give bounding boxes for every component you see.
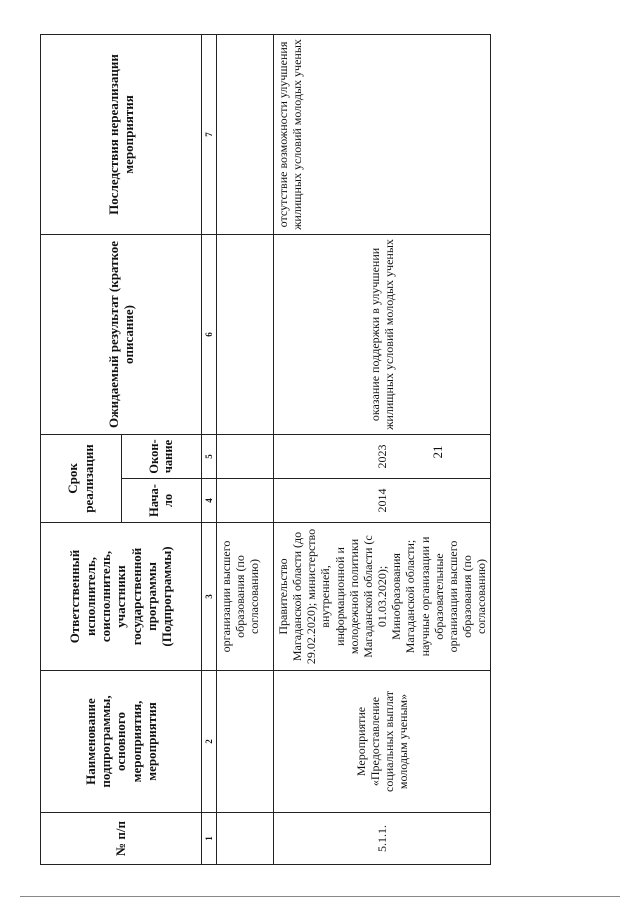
cell-start: 2014 bbox=[274, 479, 491, 523]
cell-result bbox=[217, 234, 274, 434]
cell-end: 2023 bbox=[274, 434, 491, 478]
column-number: 5 bbox=[202, 434, 217, 478]
cell-num bbox=[217, 813, 274, 865]
table-row bbox=[274, 34, 491, 864]
header-executor: Ответственный исполнитель, соисполнитель, участники государственной программы (Подпрограммы) bbox=[41, 523, 202, 671]
header-result: Ожидаемый результат (краткое описание) bbox=[41, 234, 202, 434]
cell-start bbox=[217, 479, 274, 523]
column-number: 1 bbox=[202, 813, 217, 865]
header-term: Срок реализации bbox=[41, 434, 122, 522]
column-number: 2 bbox=[202, 671, 217, 813]
cell-executor: Правительство Магаданской области (до 29.02.2020); министерство внутренней, информационной и молодежной политики Магаданской области (с 01.03.2020); Минобразования Магаданской области; научные организации и образовательные организации высшего образования (по согласованию) bbox=[274, 523, 491, 671]
column-number: 6 bbox=[202, 234, 217, 434]
header-num: № п/п bbox=[41, 813, 202, 865]
cell-name bbox=[217, 671, 274, 813]
header-start: Нача-ло bbox=[121, 479, 202, 523]
program-measures-table bbox=[40, 34, 491, 865]
page-bottom-rule bbox=[20, 896, 620, 897]
column-number: 3 bbox=[202, 523, 217, 671]
cell-end bbox=[217, 434, 274, 478]
column-number: 4 bbox=[202, 479, 217, 523]
header-consequences: Последствия нереализации мероприятия bbox=[41, 34, 202, 234]
column-numbers-row bbox=[202, 34, 217, 864]
column-number: 7 bbox=[202, 34, 217, 234]
cell-result: оказание поддержки в улучшении жилищных условий молодых ученых bbox=[274, 234, 491, 434]
cell-name: Мероприятие «Предоставление социальных выплат молодым ученым» bbox=[274, 671, 491, 813]
header-end: Окон-чание bbox=[121, 434, 202, 478]
cell-consequences bbox=[217, 34, 274, 234]
cell-executor: организации высшего образования (по согласованию) bbox=[217, 523, 274, 671]
header-row bbox=[41, 34, 122, 864]
rotated-table-container bbox=[40, 35, 526, 865]
page-number: 21 bbox=[430, 445, 445, 459]
cell-num: 5.1.1. bbox=[274, 813, 491, 865]
header-name: Наименование подпрограммы, основного мероприятия, мероприятия bbox=[41, 671, 202, 813]
table-row bbox=[217, 34, 274, 864]
cell-consequences: отсутствие возможности улучшения жилищных условий молодых ученых bbox=[274, 34, 491, 234]
